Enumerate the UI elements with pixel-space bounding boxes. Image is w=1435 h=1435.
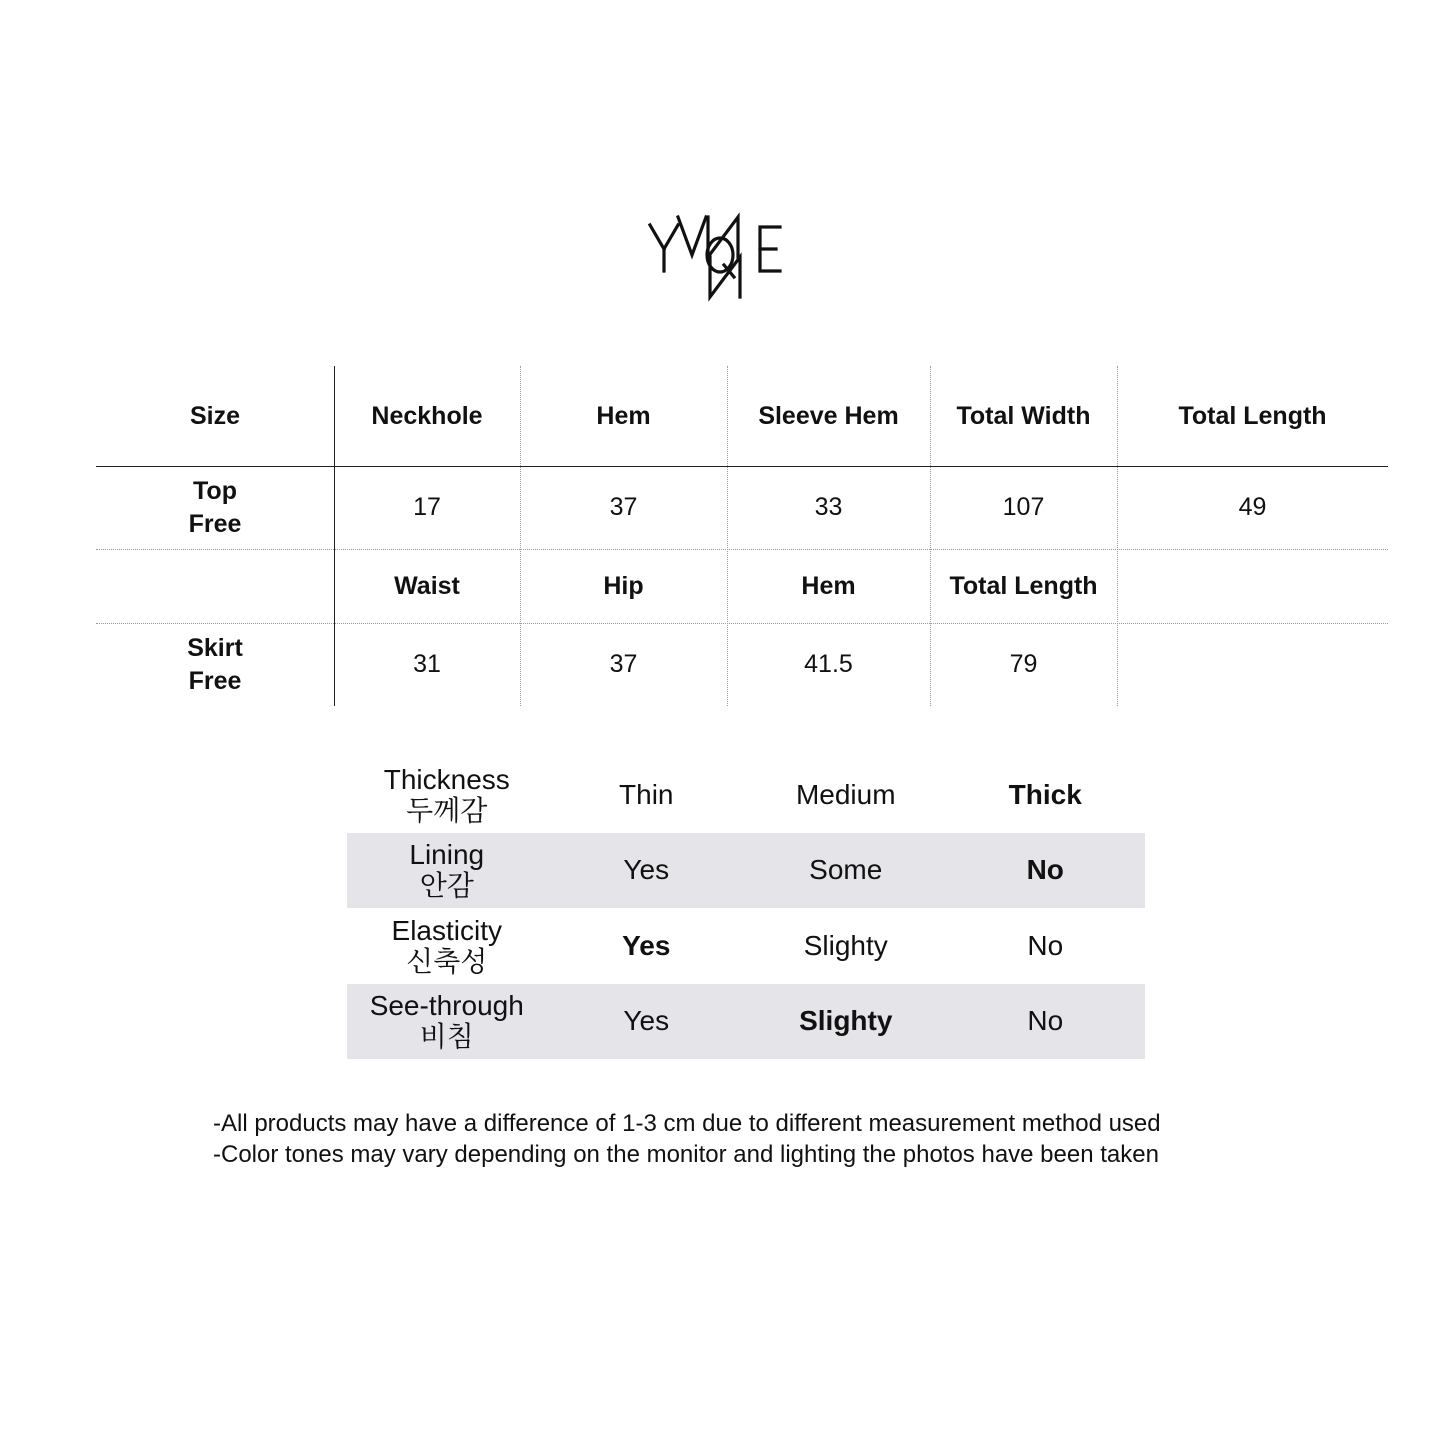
fabric-row-thickness (347, 757, 1145, 833)
fabric-label-en: Lining (409, 839, 485, 871)
fabric-label-en: Elasticity (391, 914, 502, 946)
fabric-label-ko: 안감 (419, 870, 474, 902)
row-label-skirt (96, 623, 334, 706)
fabric-label (347, 984, 547, 1060)
header-waist: Waist (394, 571, 460, 600)
fabric-option: Some (809, 854, 883, 886)
table-cell: 37 (609, 650, 638, 678)
header-sleeve-hem: Sleeve Hem (758, 401, 899, 430)
fabric-option: Thin (619, 778, 674, 810)
fabric-option: Yes (623, 854, 670, 886)
table-cell: 107 (1002, 493, 1045, 521)
fabric-label-ko: 두께감 (406, 794, 488, 826)
row-label-line: Skirt (187, 633, 243, 662)
fabric-option-selected: Thick (1008, 778, 1082, 810)
fabric-option: No (1027, 929, 1064, 961)
header-skirt-hem: Hem (801, 571, 856, 600)
fabric-row-see-through (347, 984, 1145, 1060)
fabric-label-ko: 비침 (419, 1021, 474, 1053)
header-size: Size (189, 401, 241, 430)
header-hip: Hip (603, 571, 644, 600)
fabric-option: Slighty (803, 929, 888, 961)
fabric-option-selected: Slighty (799, 1005, 893, 1037)
fabric-option-selected: No (1026, 854, 1064, 886)
fabric-label-en: Thickness (383, 763, 510, 795)
fabric-label-ko: 신축성 (406, 945, 488, 977)
table-cell: 41.5 (804, 650, 853, 678)
row-label-line: Free (188, 509, 242, 538)
note-line: -Color tones may vary depending on the monitor and lighting the photos have been taken (213, 1141, 1159, 1168)
brand-logo (640, 205, 790, 305)
header-skirt-total-length: Total Length (949, 571, 1098, 600)
header-total-length: Total Length (1178, 401, 1327, 430)
header-hem: Hem (596, 401, 651, 430)
note-line: -All products may have a difference of 1-3 cm due to different measurement method used (213, 1110, 1161, 1137)
table-cell: 79 (1009, 650, 1038, 678)
fabric-option: Yes (623, 1005, 670, 1037)
fabric-row-elasticity (347, 908, 1145, 984)
fabric-label-en: See-through (369, 990, 524, 1022)
size-table (96, 366, 1388, 706)
header-total-width: Total Width (956, 401, 1091, 430)
fabric-option-selected: Yes (622, 929, 671, 961)
table-cell: 17 (413, 493, 441, 521)
fabric-option: No (1027, 1005, 1064, 1037)
fabric-label (347, 908, 547, 984)
table-cell: 33 (814, 493, 843, 521)
fabric-option: Medium (795, 778, 896, 810)
header-neckhole: Neckhole (371, 401, 483, 430)
yvonne-logo-mark (640, 205, 790, 305)
table-cell: 31 (413, 650, 441, 678)
row-label-line: Top (193, 476, 237, 505)
fabric-table (347, 757, 1145, 1059)
fabric-label (347, 757, 547, 833)
table-cell: 49 (1238, 493, 1267, 521)
fabric-label (347, 833, 547, 909)
fabric-row-lining (347, 833, 1145, 909)
row-label-line: Free (188, 666, 242, 695)
disclaimer-notes (213, 1108, 1161, 1170)
table-cell: 37 (609, 493, 638, 521)
row-label-top (96, 466, 334, 549)
